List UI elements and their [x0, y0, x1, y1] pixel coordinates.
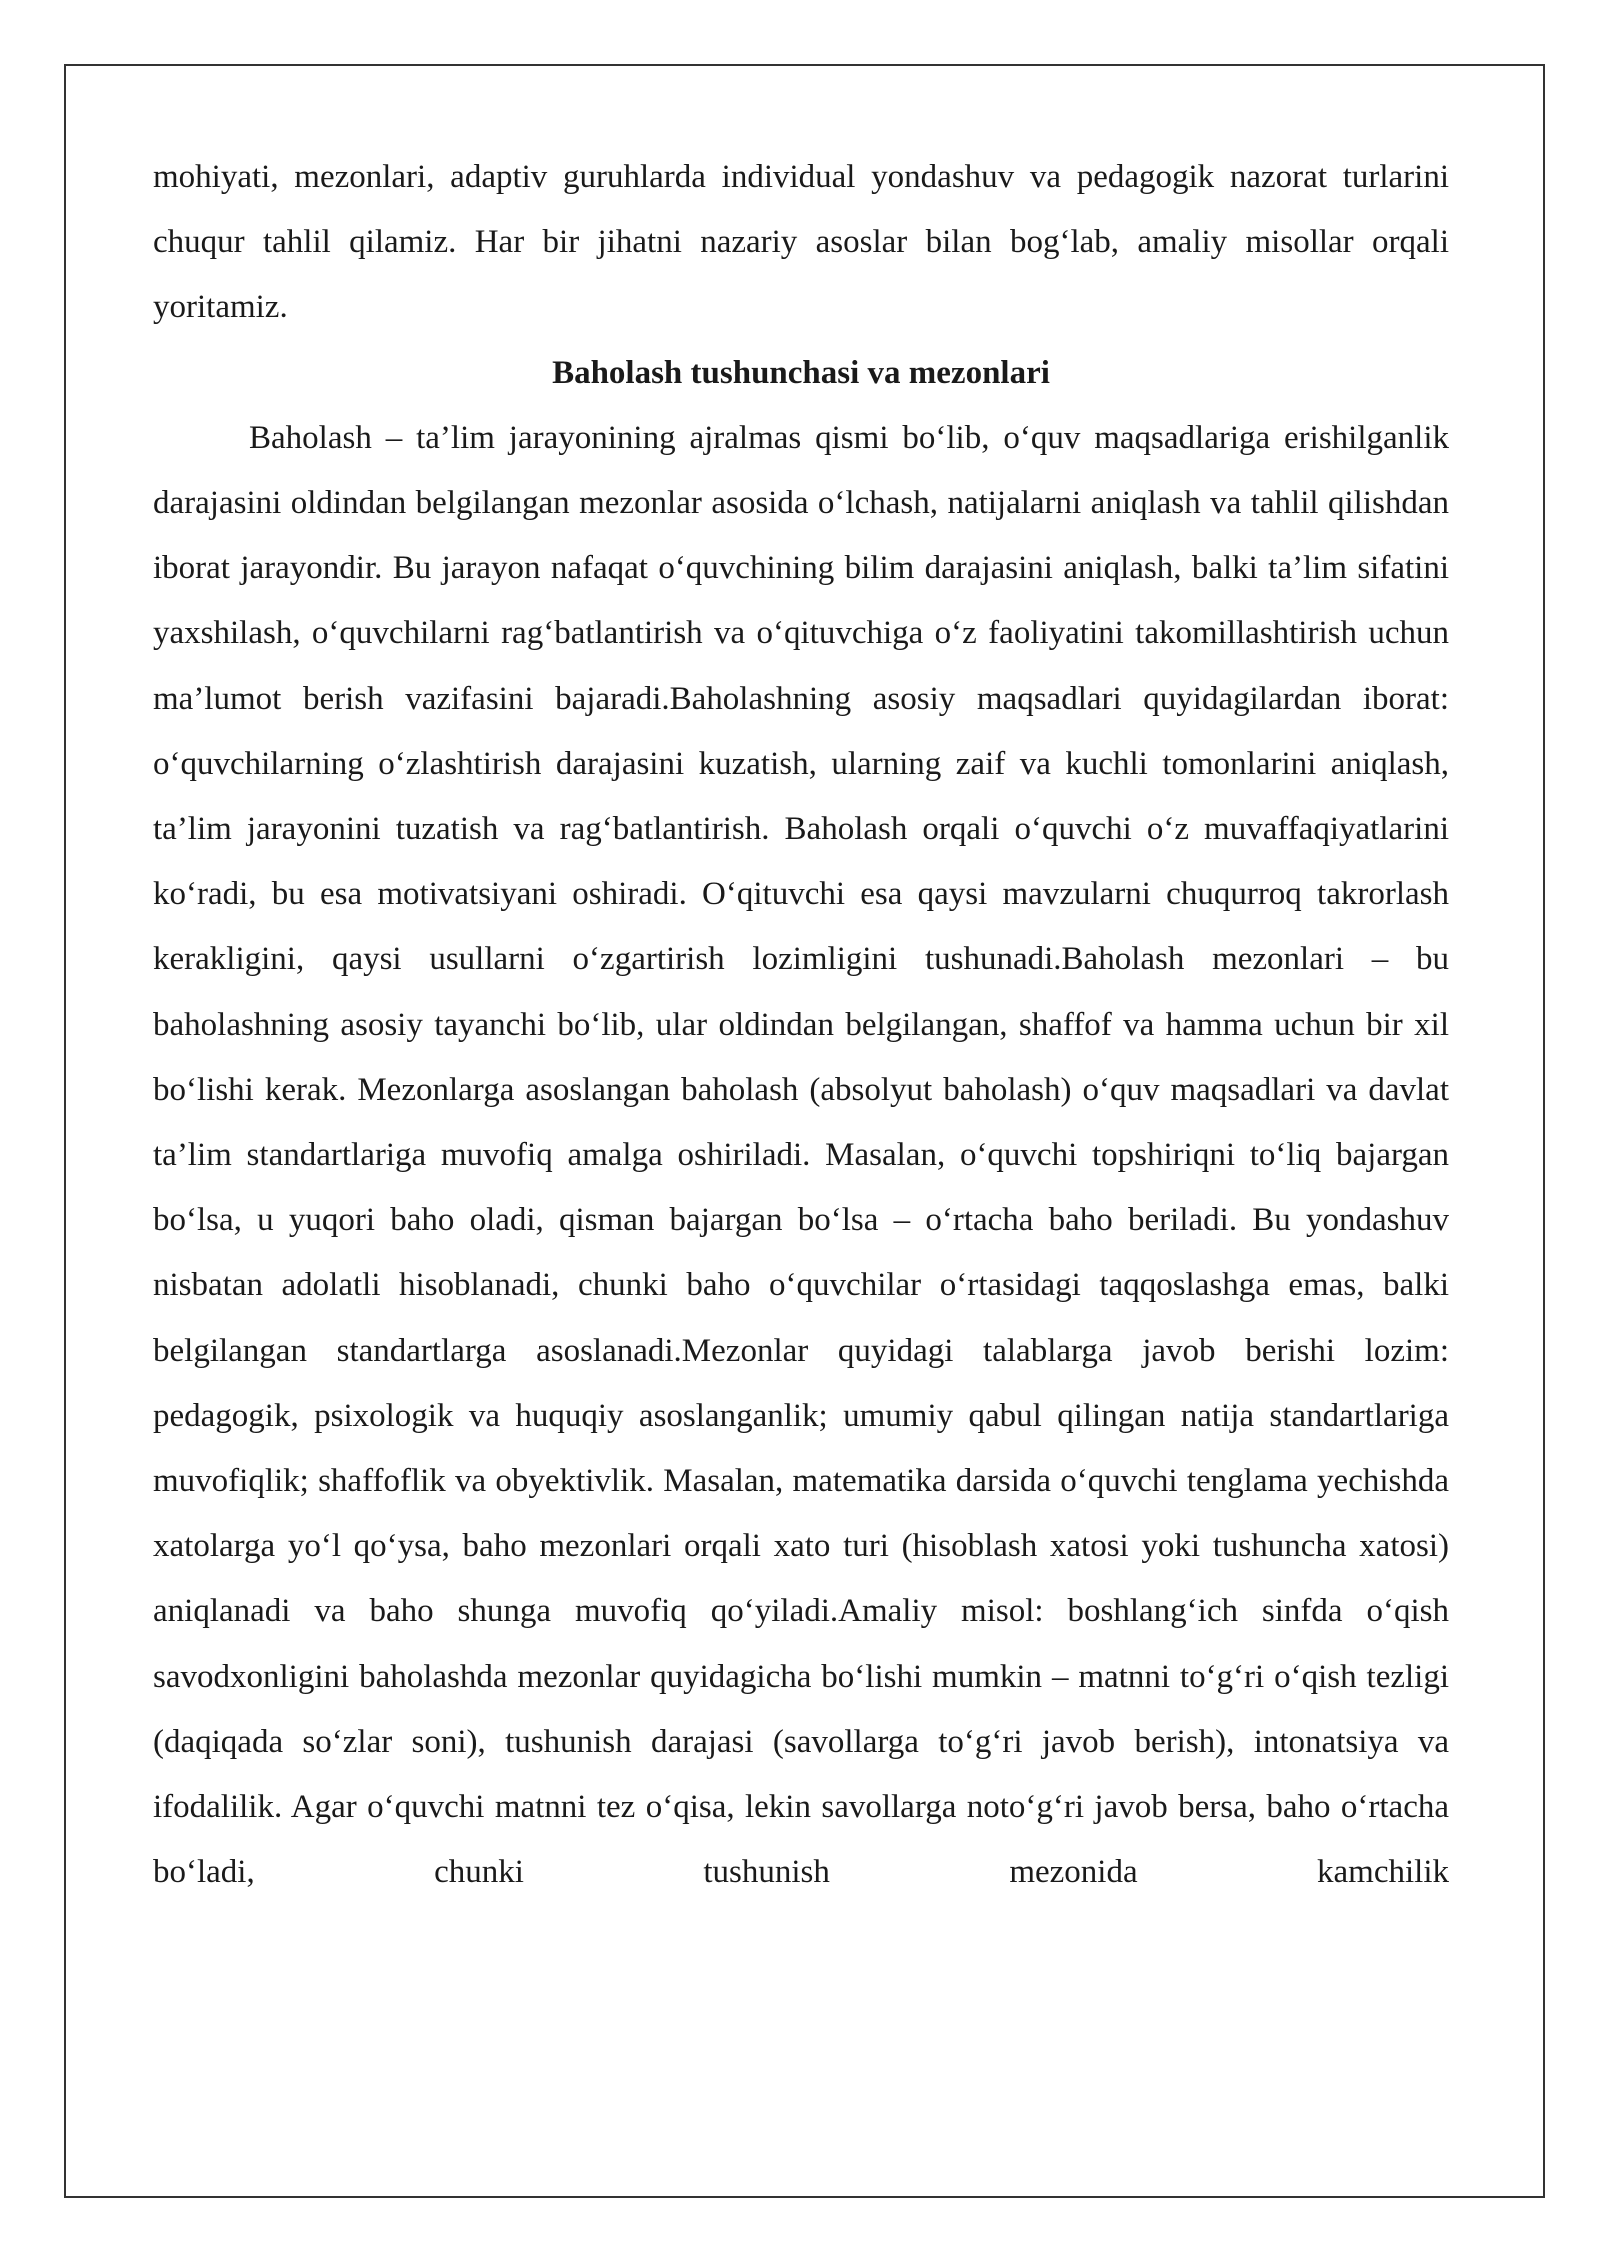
section-heading: Baholash tushunchasi va mezonlari — [552, 354, 1050, 391]
main-paragraph: Baholash – ta’lim jarayonining ajralmas qismi bo‘lib, o‘quv maqsadlariga erishilganlik darajasini oldindan belgilangan mezonlar asosida o‘lchash, natijalarni aniqlash va tahlil qilishdan iborat jarayondir. Bu jarayon nafaqat o‘quvchining bilim darajasini aniqlash, balki ta’lim sifatini yaxshilash, o‘quvchilarni rag‘batlantirish va o‘qituvchiga o‘z faoliyatini takomillashtirish uchun ma’lumot berish vazifasini bajaradi.Baholashning asosiy maqsadlari quyidagilardan iborat: o‘quvchilarning o‘zlashtirish darajasini kuzatish, ularning zaif va kuchli tomonlarini aniqlash, ta’lim jarayonini tuzatish va rag‘batlantirish. Baholash orqali o‘quvchi o‘z muvaffaqiyatlarini ko‘radi, bu esa motivatsiyani oshiradi. O‘qituvchi esa qaysi mavzularni chuqurroq takrorlash kerakligini, qaysi usullarni o‘zgartirish lozimligini tushunadi.Baholash mezonlari – bu baholashning asosiy tayanchi bo‘lib, ular oldindan belgilangan, shaffof va hamma uchun bir xil bo‘lishi kerak. Mezonlarga asoslangan baholash (absolyut baholash) o‘quv maqsadlari va davlat ta’lim standartlariga muvofiq amalga oshiriladi. Masalan, o‘quvchi topshiriqni to‘liq bajargan bo‘lsa, u yuqori baho oladi, qisman bajargan bo‘lsa – o‘rtacha baho beriladi. Bu yondashuv nisbatan adolatli hisoblanadi, chunki baho o‘quvchilar o‘rtasidagi taqqoslashga emas, balki belgilangan standartlarga asoslanadi.Mezonlar quyidagi talablarga javob berishi lozim: pedagogik, psixologik va huquqiy asoslanganlik; umumiy qabul qilingan natija standartlariga muvofiqlik; shaffoflik va obyektivlik. Masalan, matematika darsida o‘quvchi tenglama yechishda xatolarga yo‘l qo‘ysa, baho mezonlari orqali xato turi (hisoblash xatosi yoki tushuncha xatosi) aniqlanadi va baho shunga muvofiq qo‘yiladi.Amaliy misol: boshlang‘ich sinfda o‘qish savodxonligini baholashda mezonlar quyidagicha bo‘lishi mumkin – matnni to‘g‘ri o‘qish tezligi (daqiqada so‘zlar soni), tushunish darajasi (savollarga to‘g‘ri javob berish), intonatsiya va ifodalilik. Agar o‘quvchi matnni tez o‘qisa, lekin savollarga noto‘g‘ri javob bersa, baho o‘rtacha bo‘ladi, chunki tushunish mezonida kamchilik — [153, 419, 1449, 1891]
intro-paragraph: mohiyati, mezonlari, adaptiv guruhlarda individual yondashuv va pedagogik nazorat turlarini chuqur tahlil qilamiz. Har bir jihatni nazariy asoslar bilan bog‘lab, amaliy misollar orqali yoritamiz. — [153, 159, 1449, 326]
document-body — [153, 145, 1449, 1905]
